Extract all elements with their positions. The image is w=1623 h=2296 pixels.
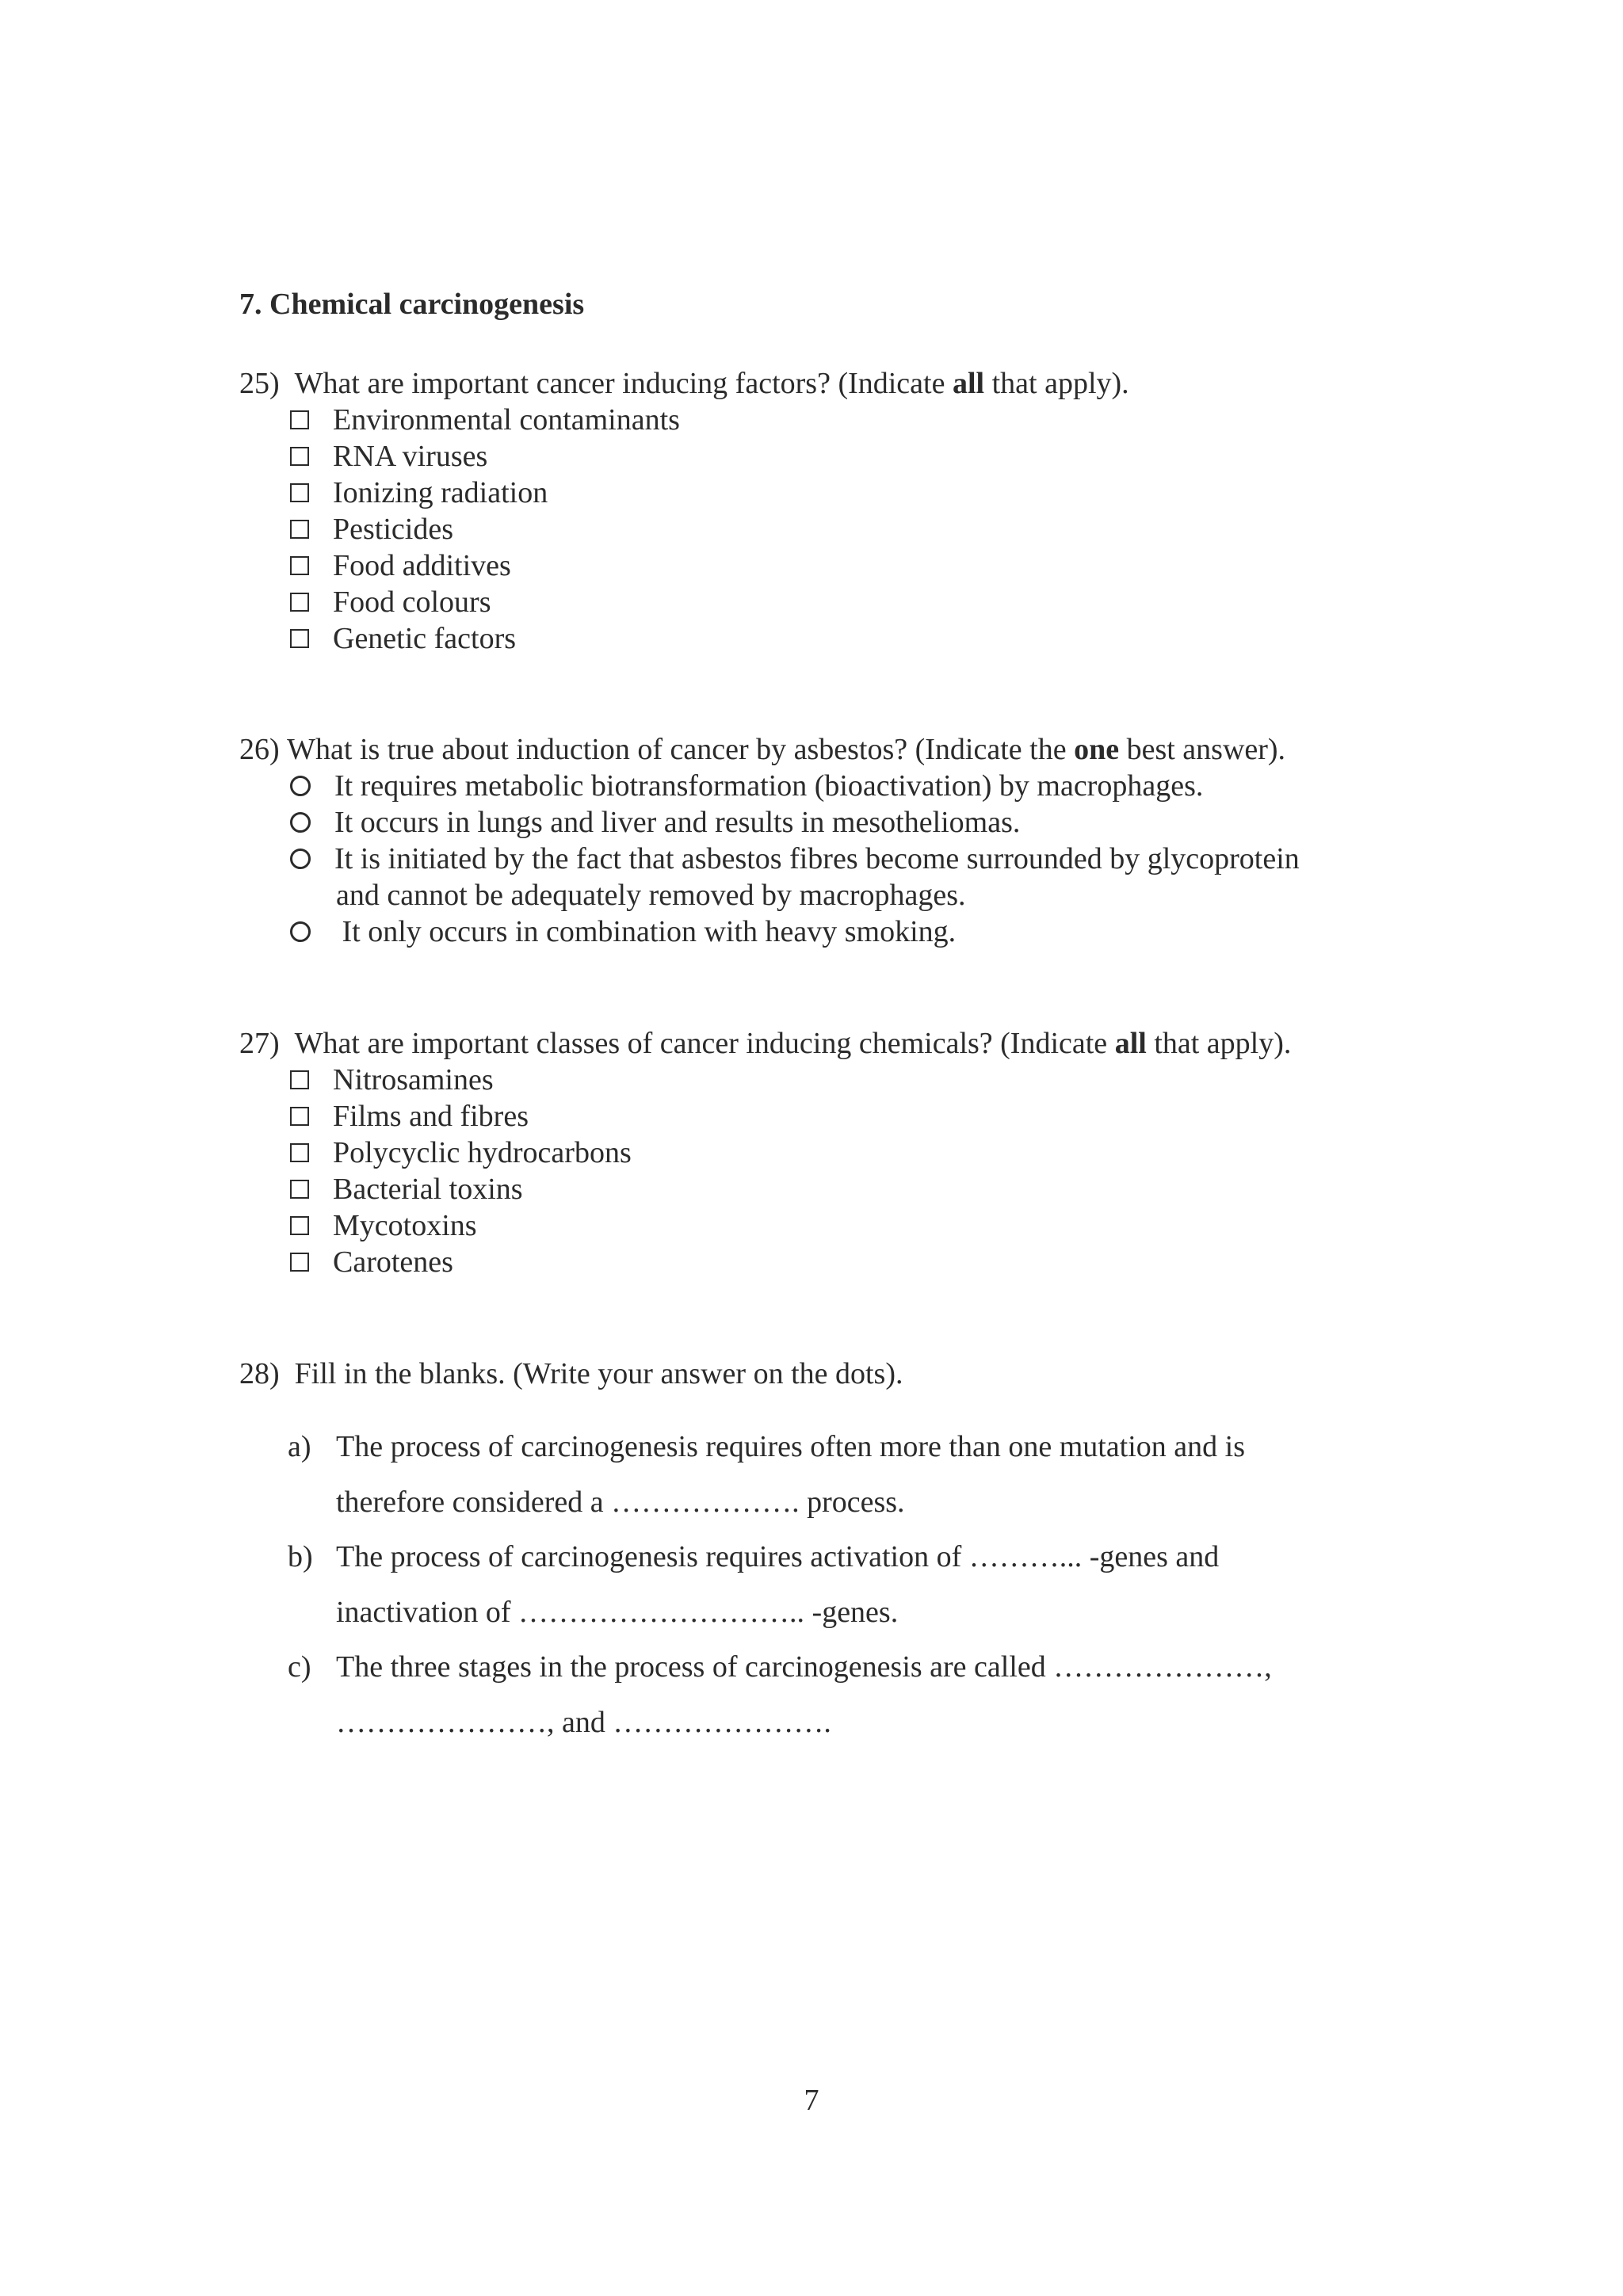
page-number: 7 <box>804 2084 819 2117</box>
checkbox-icon[interactable] <box>290 1253 309 1272</box>
q25-option[interactable] <box>290 620 516 657</box>
q26-option[interactable] <box>290 768 1203 804</box>
question-26 <box>239 731 1285 768</box>
fill-blank-line[interactable]: inactivation of ……………………….. -genes. <box>336 1596 899 1629</box>
fill-blank-line[interactable]: The three stages in the process of carcinogenesis are called …………………, <box>336 1650 1272 1684</box>
q27-option[interactable] <box>290 1244 453 1280</box>
option-label: Carotenes <box>333 1245 453 1279</box>
question-28 <box>239 1356 903 1392</box>
option-label: It requires metabolic biotransformation (bioactivation) by macrophages. <box>334 769 1204 803</box>
q25-option[interactable] <box>290 511 453 547</box>
option-label: It only occurs in combination with heavy smoking. <box>334 915 957 948</box>
item-letter: c) <box>288 1650 311 1684</box>
question-emphasis: all <box>952 367 985 400</box>
fill-blank-line[interactable]: therefore considered a ………………. process. <box>336 1486 905 1519</box>
fill-blank-line[interactable]: The process of carcinogenesis requires activation of ………... -genes and <box>336 1540 1220 1573</box>
question-number: 26) <box>239 733 280 766</box>
option-label: Bacterial toxins <box>333 1173 523 1206</box>
option-label: It is initiated by the fact that asbestos fibres become surrounded by glycoprotein <box>334 842 1300 875</box>
question-text-end: that apply). <box>1146 1027 1292 1060</box>
q27-option[interactable] <box>290 1062 494 1098</box>
q25-option[interactable] <box>290 438 487 475</box>
question-text: What is true about induction of cancer by asbestos? (Indicate the <box>287 733 1075 766</box>
fill-blank-line[interactable]: …………………, and …………………. <box>336 1706 831 1739</box>
checkbox-icon[interactable] <box>290 1107 309 1126</box>
checkbox-icon[interactable] <box>290 593 309 612</box>
radio-icon[interactable] <box>290 849 311 869</box>
item-letter: b) <box>288 1540 313 1573</box>
question-text: What are important classes of cancer inducing chemicals? (Indicate <box>294 1027 1115 1060</box>
item-letter: a) <box>288 1430 311 1463</box>
q25-option[interactable] <box>290 475 548 511</box>
option-label: Environmental contaminants <box>333 403 680 437</box>
checkbox-icon[interactable] <box>290 1070 309 1089</box>
checkbox-icon[interactable] <box>290 410 309 429</box>
checkbox-icon[interactable] <box>290 556 309 575</box>
q26-option[interactable] <box>290 804 1020 841</box>
question-emphasis: all <box>1114 1027 1147 1060</box>
checkbox-icon[interactable] <box>290 520 309 539</box>
checkbox-icon[interactable] <box>290 447 309 466</box>
radio-icon[interactable] <box>290 921 311 942</box>
radio-icon[interactable] <box>290 776 311 796</box>
option-label: Food additives <box>333 549 511 582</box>
q25-option[interactable] <box>290 547 511 584</box>
checkbox-icon[interactable] <box>290 483 309 502</box>
option-label: Films and fibres <box>333 1100 529 1133</box>
option-continuation: and cannot be adequately removed by macrophages. <box>336 879 966 912</box>
option-label: Ionizing radiation <box>333 476 548 509</box>
checkbox-icon[interactable] <box>290 1216 309 1235</box>
option-label: Pesticides <box>333 513 453 546</box>
option-label: Mycotoxins <box>333 1209 477 1242</box>
q27-option[interactable] <box>290 1207 477 1244</box>
q25-option[interactable] <box>290 402 680 438</box>
q26-option[interactable] <box>290 841 1300 877</box>
question-number: 25) <box>239 367 280 400</box>
q27-option[interactable] <box>290 1171 523 1207</box>
section-heading: 7. Chemical carcinogenesis <box>239 288 585 321</box>
fill-blank-line: The process of carcinogenesis requires often more than one mutation and is <box>336 1430 1246 1463</box>
question-number: 28) <box>239 1357 280 1390</box>
question-text: What are important cancer inducing factors? (Indicate <box>294 367 953 400</box>
option-label: It occurs in lungs and liver and results in mesotheliomas. <box>334 806 1021 839</box>
question-emphasis: one <box>1074 733 1120 766</box>
q27-option[interactable] <box>290 1135 632 1171</box>
checkbox-icon[interactable] <box>290 1143 309 1162</box>
question-25 <box>239 365 1129 402</box>
q26-option[interactable] <box>290 913 956 950</box>
option-label: RNA viruses <box>333 440 488 473</box>
question-text: Fill in the blanks. (Write your answer on the dots). <box>294 1357 903 1390</box>
question-27 <box>239 1025 1291 1062</box>
checkbox-icon[interactable] <box>290 1180 309 1199</box>
question-text-end: best answer). <box>1119 733 1286 766</box>
radio-icon[interactable] <box>290 812 311 833</box>
question-number: 27) <box>239 1027 280 1060</box>
option-label: Nitrosamines <box>333 1063 494 1097</box>
q27-option[interactable] <box>290 1098 529 1135</box>
question-text-end: that apply). <box>984 367 1129 400</box>
option-label: Food colours <box>333 585 491 619</box>
q25-option[interactable] <box>290 584 491 620</box>
option-label: Polycyclic hydrocarbons <box>333 1136 632 1169</box>
option-label: Genetic factors <box>333 622 517 655</box>
checkbox-icon[interactable] <box>290 629 309 648</box>
